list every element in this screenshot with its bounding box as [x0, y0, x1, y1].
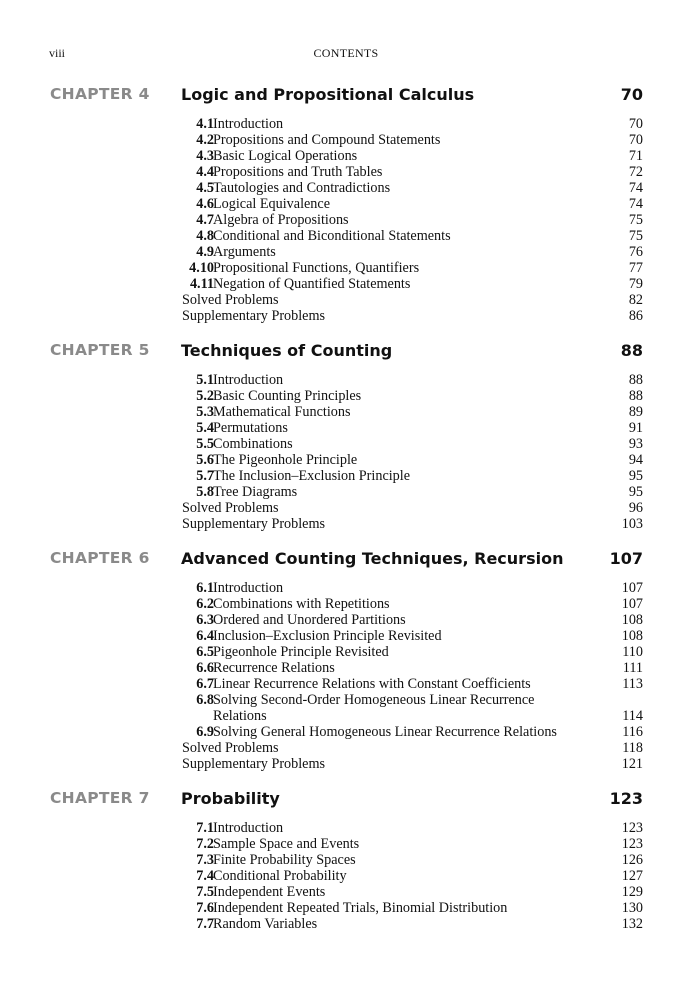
toc-entry[interactable]: [0, 756, 692, 772]
toc-entry[interactable]: [0, 740, 692, 756]
toc-entry[interactable]: [0, 196, 692, 212]
section-number: 4.5: [196, 180, 214, 196]
toc-entry[interactable]: [0, 676, 692, 692]
chapter-page-number: 88: [620, 341, 643, 360]
section-title: Propositions and Truth Tables: [213, 164, 383, 180]
section-title: Introduction: [213, 372, 284, 388]
section-number: 5.7: [196, 468, 214, 484]
section-page-number: 108: [621, 612, 643, 628]
toc-entry[interactable]: [0, 724, 692, 740]
section-page-number: 93: [628, 436, 643, 452]
section-number: 6.1: [196, 580, 214, 596]
section-title: Combinations with Repetitions: [213, 596, 390, 612]
section-title: Introduction: [213, 820, 284, 836]
toc-entry[interactable]: [0, 612, 692, 628]
section-title: Ordered and Unordered Partitions: [213, 612, 406, 628]
section-page-number: 95: [628, 484, 643, 500]
toc-entry[interactable]: [0, 500, 692, 516]
section-page-number: 123: [621, 820, 643, 836]
section-list: [0, 372, 692, 532]
toc-entry[interactable]: [0, 708, 692, 724]
section-number: 5.1: [196, 372, 214, 388]
toc-entry[interactable]: [0, 164, 692, 180]
section-number: 6.5: [196, 644, 214, 660]
section-number: 7.1: [196, 820, 214, 836]
section-page-number: 103: [621, 516, 643, 532]
section-title: Negation of Quantified Statements: [213, 276, 411, 292]
section-title: Supplementary Problems: [182, 516, 326, 532]
section-title: Introduction: [213, 116, 284, 132]
section-number: 7.2: [196, 836, 214, 852]
section-list: [0, 820, 692, 932]
section-title: The Inclusion–Exclusion Principle: [213, 468, 411, 484]
chapter-section: [0, 85, 692, 324]
section-page-number: 121: [621, 756, 643, 772]
section-page-number: 77: [628, 260, 643, 276]
toc-entry[interactable]: [0, 836, 692, 852]
section-number: 5.4: [196, 420, 214, 436]
chapter-page-number: 107: [609, 549, 643, 568]
chapter-section: [0, 341, 692, 532]
running-title: CONTENTS: [313, 46, 379, 60]
section-number: 7.3: [196, 852, 214, 868]
chapter-heading: [0, 85, 692, 111]
section-number: 5.2: [196, 388, 214, 404]
toc-entry[interactable]: [0, 292, 692, 308]
section-page-number: 130: [621, 900, 643, 916]
chapter-page-number: 70: [620, 85, 643, 104]
section-number: 5.6: [196, 452, 214, 468]
section-page-number: 118: [622, 740, 643, 756]
toc-entry[interactable]: [0, 660, 692, 676]
section-number: 7.7: [196, 916, 214, 932]
section-title: Solved Problems: [182, 500, 279, 516]
section-number: 4.2: [196, 132, 214, 148]
toc-entry[interactable]: [0, 468, 692, 484]
section-page-number: 88: [628, 372, 643, 388]
section-title: Algebra of Propositions: [213, 212, 349, 228]
chapter-label: CHAPTER 7: [50, 789, 150, 807]
section-title: Supplementary Problems: [182, 756, 326, 772]
section-title: Linear Recurrence Relations with Constant Coefficients: [213, 676, 531, 692]
page-number: viii: [49, 46, 66, 60]
section-page-number: 91: [628, 420, 643, 436]
toc-entry[interactable]: [0, 596, 692, 612]
toc-entry[interactable]: [0, 212, 692, 228]
chapter-label: CHAPTER 5: [50, 341, 150, 359]
section-page-number: 129: [621, 884, 643, 900]
section-number: 4.3: [196, 148, 214, 164]
section-page-number: 123: [621, 836, 643, 852]
section-title: Relations: [213, 708, 267, 724]
chapter-title[interactable]: Advanced Counting Techniques, Recursion: [181, 549, 564, 568]
section-title: Introduction: [213, 580, 284, 596]
section-page-number: 114: [622, 708, 643, 724]
section-page-number: 94: [628, 452, 643, 468]
toc-entry[interactable]: [0, 452, 692, 468]
toc-entry[interactable]: [0, 436, 692, 452]
section-page-number: 110: [622, 644, 643, 660]
section-page-number: 96: [628, 500, 643, 516]
section-number: 4.8: [196, 228, 214, 244]
section-title: Solved Problems: [182, 740, 279, 756]
chapter-label: CHAPTER 4: [50, 85, 150, 103]
section-title: Supplementary Problems: [182, 308, 326, 324]
section-page-number: 70: [628, 132, 643, 148]
section-title: Logical Equivalence: [213, 196, 330, 212]
section-page-number: 74: [628, 180, 643, 196]
section-number: 6.9: [196, 724, 214, 740]
section-number: 6.4: [196, 628, 214, 644]
toc-entry[interactable]: [0, 900, 692, 916]
section-number: 4.10: [189, 260, 214, 276]
section-title: Tree Diagrams: [213, 484, 298, 500]
section-title: Propositions and Compound Statements: [213, 132, 441, 148]
section-number: 5.8: [196, 484, 214, 500]
section-title: Conditional and Biconditional Statements: [213, 228, 451, 244]
toc-entry[interactable]: [0, 580, 692, 596]
toc-entry[interactable]: [0, 148, 692, 164]
section-title: Finite Probability Spaces: [213, 852, 356, 868]
section-page-number: 107: [621, 596, 643, 612]
section-number: 6.8: [196, 692, 214, 708]
chapter-title[interactable]: Techniques of Counting: [181, 341, 393, 360]
section-title: Combinations: [213, 436, 293, 452]
section-page-number: 76: [628, 244, 643, 260]
toc-entry[interactable]: [0, 852, 692, 868]
toc-entry[interactable]: [0, 484, 692, 500]
section-title: Tautologies and Contradictions: [213, 180, 391, 196]
section-page-number: 107: [621, 580, 643, 596]
section-title: Random Variables: [213, 916, 318, 932]
section-number: 6.7: [196, 676, 214, 692]
chapter-section: [0, 549, 692, 772]
section-title: Recurrence Relations: [213, 660, 335, 676]
toc-entry[interactable]: [0, 420, 692, 436]
section-page-number: 88: [628, 388, 643, 404]
toc-entry[interactable]: [0, 692, 692, 708]
section-page-number: 71: [628, 148, 643, 164]
chapter-heading: [0, 549, 692, 575]
section-number: 5.5: [196, 436, 214, 452]
toc-entry[interactable]: [0, 628, 692, 644]
section-page-number: 82: [628, 292, 643, 308]
toc-entry[interactable]: [0, 276, 692, 292]
section-page-number: 116: [622, 724, 643, 740]
toc-entry[interactable]: [0, 372, 692, 388]
chapter-heading: [0, 789, 692, 815]
section-page-number: 70: [628, 116, 643, 132]
section-page-number: 95: [628, 468, 643, 484]
section-title: Basic Logical Operations: [213, 148, 358, 164]
section-title: Solving General Homogeneous Linear Recurrence Relations: [213, 724, 557, 740]
section-page-number: 126: [621, 852, 643, 868]
section-title: The Pigeonhole Principle: [213, 452, 358, 468]
toc-entry[interactable]: [0, 260, 692, 276]
running-head: [49, 46, 643, 62]
section-title: Arguments: [213, 244, 276, 260]
section-title: Mathematical Functions: [213, 404, 351, 420]
section-page-number: 113: [622, 676, 643, 692]
section-page-number: 111: [622, 660, 643, 676]
section-number: 7.5: [196, 884, 214, 900]
toc-entry[interactable]: [0, 868, 692, 884]
chapter-title[interactable]: Probability: [181, 789, 280, 808]
section-page-number: 72: [628, 164, 643, 180]
toc-entry[interactable]: [0, 388, 692, 404]
chapter-page-number: 123: [609, 789, 643, 808]
section-page-number: 75: [628, 228, 643, 244]
chapter-title[interactable]: Logic and Propositional Calculus: [181, 85, 475, 104]
toc-entry[interactable]: [0, 820, 692, 836]
section-title: Independent Repeated Trials, Binomial Distribution: [213, 900, 508, 916]
toc-entry[interactable]: [0, 180, 692, 196]
toc-entry[interactable]: [0, 516, 692, 532]
section-page-number: 75: [628, 212, 643, 228]
toc-entry[interactable]: [0, 916, 692, 932]
section-title: Basic Counting Principles: [213, 388, 362, 404]
section-title: Sample Space and Events: [213, 836, 360, 852]
section-number: 4.9: [196, 244, 214, 260]
section-number: 6.3: [196, 612, 214, 628]
toc-entry[interactable]: [0, 644, 692, 660]
section-title: Independent Events: [213, 884, 326, 900]
section-number: 4.6: [196, 196, 214, 212]
toc-entry[interactable]: [0, 116, 692, 132]
section-number: 4.4: [196, 164, 214, 180]
section-page-number: 108: [621, 628, 643, 644]
section-number: 4.1: [196, 116, 214, 132]
toc-entry[interactable]: [0, 308, 692, 324]
chapter-section: [0, 789, 692, 932]
section-page-number: 127: [621, 868, 643, 884]
section-title: Inclusion–Exclusion Principle Revisited: [213, 628, 442, 644]
section-title: Propositional Functions, Quantifiers: [213, 260, 420, 276]
section-number: 7.4: [196, 868, 214, 884]
section-number: 7.6: [196, 900, 214, 916]
toc-entry[interactable]: [0, 244, 692, 260]
section-page-number: 74: [628, 196, 643, 212]
section-title: Permutations: [213, 420, 288, 436]
toc-entry[interactable]: [0, 132, 692, 148]
section-list: [0, 580, 692, 772]
section-number: 4.11: [189, 276, 214, 292]
section-title: Solving Second-Order Homogeneous Linear Recurrence: [213, 692, 535, 708]
section-number: 6.6: [196, 660, 214, 676]
toc-entry[interactable]: [0, 228, 692, 244]
section-page-number: 79: [628, 276, 643, 292]
toc-entry[interactable]: [0, 404, 692, 420]
section-number: 4.7: [196, 212, 214, 228]
section-page-number: 86: [628, 308, 643, 324]
section-list: [0, 116, 692, 324]
section-title: Pigeonhole Principle Revisited: [213, 644, 389, 660]
section-number: 6.2: [196, 596, 214, 612]
toc-entry[interactable]: [0, 884, 692, 900]
chapter-label: CHAPTER 6: [50, 549, 150, 567]
section-page-number: 89: [628, 404, 643, 420]
section-page-number: 132: [621, 916, 643, 932]
chapter-heading: [0, 341, 692, 367]
section-title: Conditional Probability: [213, 868, 347, 884]
section-number: 5.3: [196, 404, 214, 420]
section-title: Solved Problems: [182, 292, 279, 308]
